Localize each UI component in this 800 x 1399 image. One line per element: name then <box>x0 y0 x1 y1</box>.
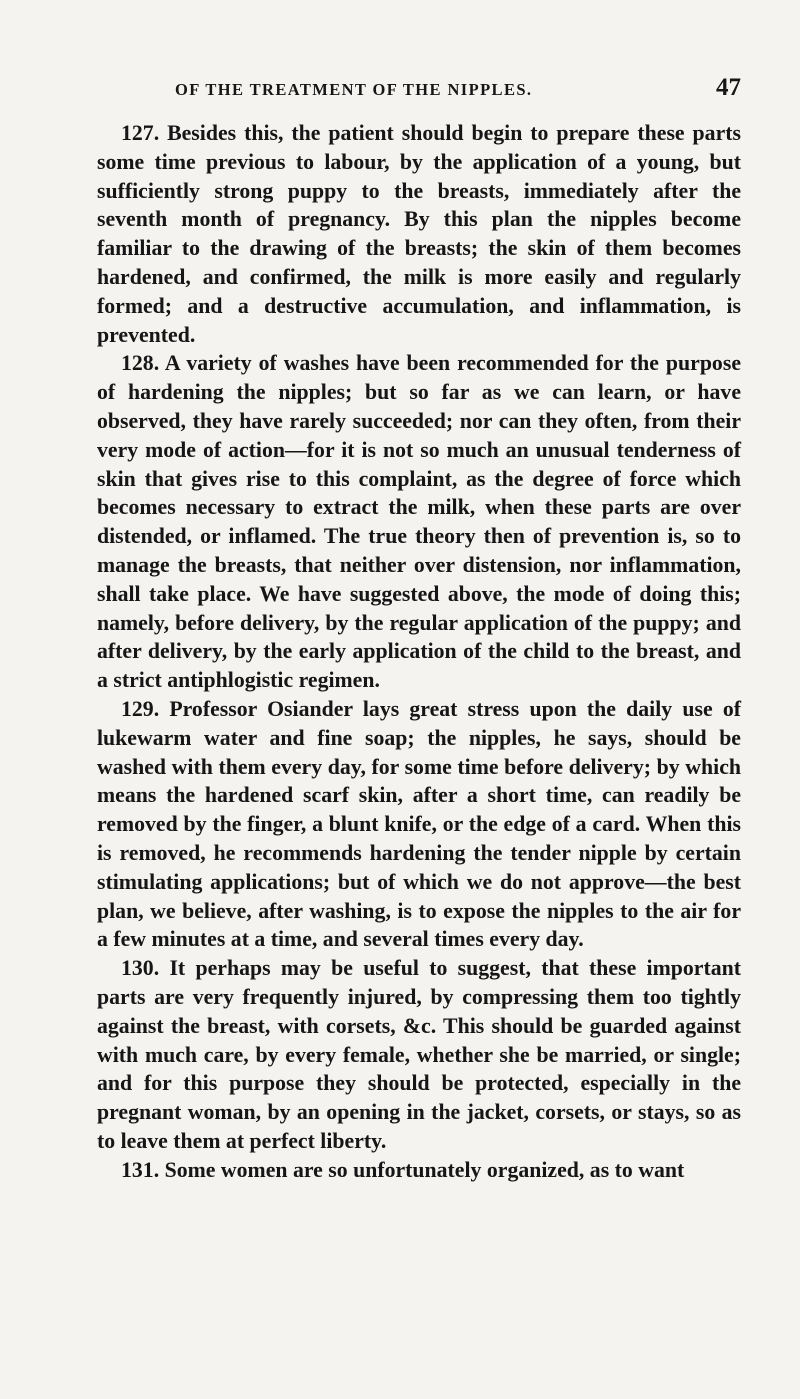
page-number: 47 <box>716 74 741 101</box>
paragraph-131: 131. Some women are so unfortunately organized, as to want <box>121 1157 685 1182</box>
paragraph-129: 129. Professor Osiander lays great stress upon the daily use of lukewarm water and fine soap; the nipples, he says, should be washed with them every day, for some time before delivery; by which means the hardened scarf skin, after a short time, can readily be removed by the finger, a blunt knife, or the edge of a card. When this is removed, he recommends hardening the tender nipple by certain stimulating applications; but of which we do not approve—the best plan, we believe, after washing, is to expose the nipples to the air for a few minutes at a time, and several times every day. <box>97 696 741 952</box>
body-text <box>97 119 741 1184</box>
paragraph-130: 130. It perhaps may be useful to suggest, that these important parts are very frequently injured, by compressing them too tightly against the breast, with corsets, &c. This should be guarded against with much care, by every female, whether she be married, or single; and for this purpose they should be protected, especially in the pregnant woman, by an opening in the jacket, corsets, or stays, so as to leave them at perfect liberty. <box>97 956 741 1153</box>
paragraph-128: 128. A variety of washes have been recommended for the purpose of hardening the nipples; but so far as we can learn, or have observed, they have rarely succeeded; nor can they often, from their very mode of action—for it is not so much an unusual tenderness of skin that gives rise to this complaint, as the degree of force which becomes necessary to extract the milk, when these parts are over distended, or inflamed. The true theory then of prevention is, so to manage the breasts, that neither over distension, nor inflammation, shall take place. We have suggested above, the mode of doing this; namely, before delivery, by the regular application of the puppy; and after delivery, by the early application of the child to the breast, and a strict antiphlogistic regimen. <box>97 351 741 693</box>
paragraph-127: 127. Besides this, the patient should begin to prepare these parts some time previous to labour, by the application of a young, but sufficiently strong puppy to the breasts, immediately after the seventh month of pregnancy. By this plan the nipples become familiar to the drawing of the breasts; the skin of them becomes hardened, and confirmed, the milk is more easily and regularly formed; and a destructive accumulation, and inflammation, is prevented. <box>97 121 741 347</box>
page-header <box>175 76 741 104</box>
running-title: OF THE TREATMENT OF THE NIPPLES. <box>175 80 533 99</box>
